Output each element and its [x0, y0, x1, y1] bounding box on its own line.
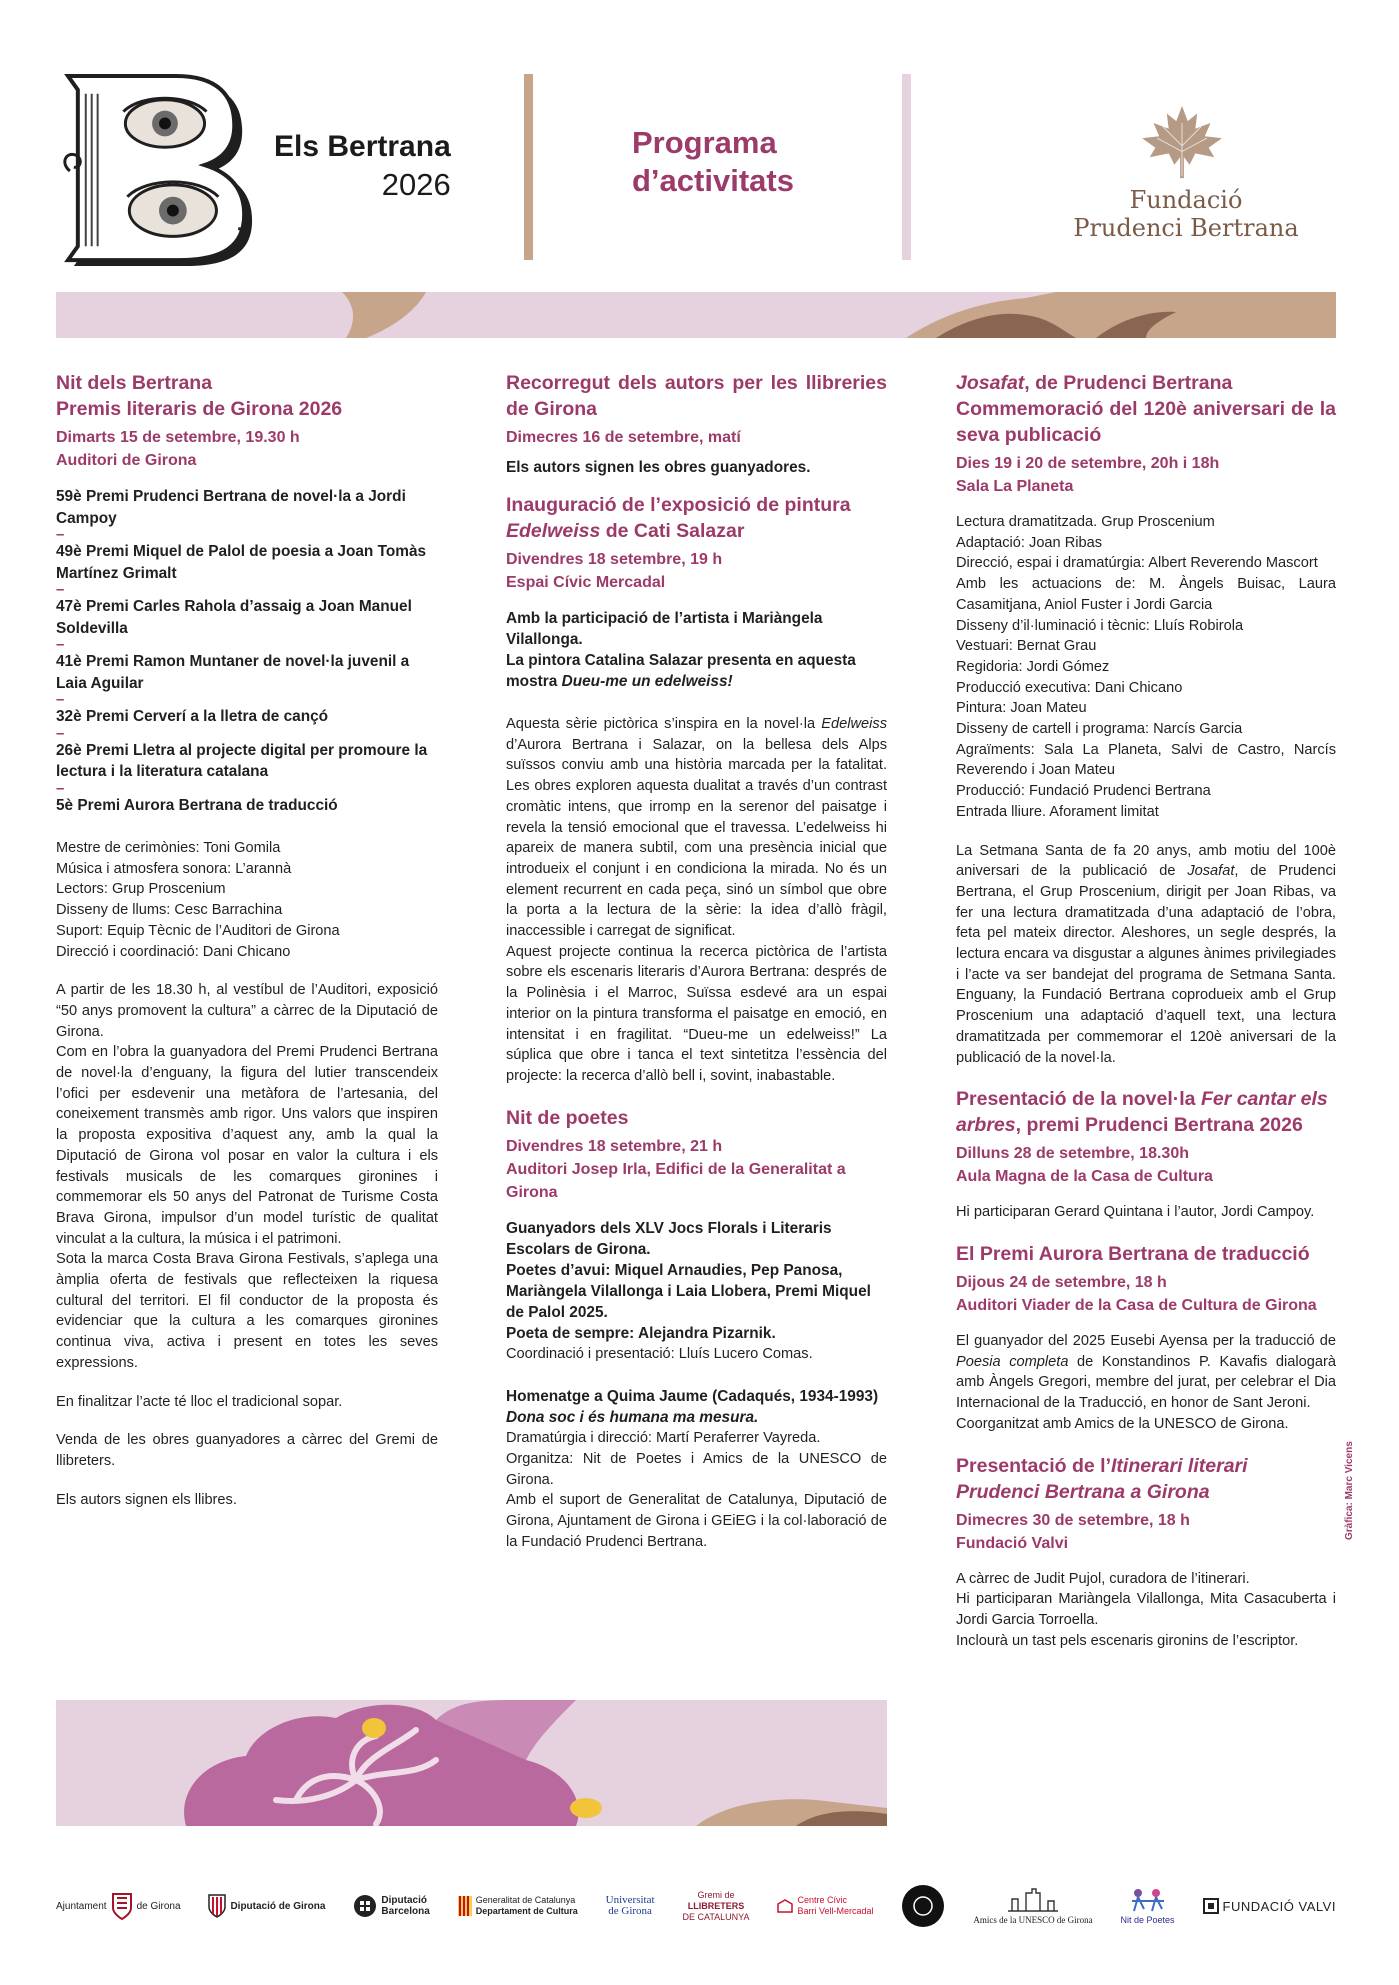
- prize-item: 49è Premi Miquel de Palol de poesia a Joan Tomàs Martínez Grimalt: [56, 543, 427, 582]
- event-date: Dies 19 i 20 de setembre, 20h i 18h: [956, 455, 1220, 472]
- prize-item: 26è Premi Lletra al projecte digital per promoure la lectura i la literatura catalana: [56, 741, 428, 780]
- dash-separator: –: [56, 779, 65, 797]
- event-bold-text: Amb la participació de l’artista i Mariàngela Vilallonga.: [506, 610, 823, 648]
- title-part: de Cati Salazar: [600, 520, 745, 542]
- text-part: La Setmana Santa de fa 20 anys, amb motiu del 100è aniversari de la publicació de: [956, 842, 1336, 880]
- maple-leaf-icon: [1134, 104, 1230, 180]
- section-title: [956, 1086, 1336, 1138]
- credit-line: Suport: Equip Tècnic de l’Auditori de Girona: [56, 922, 340, 939]
- section-subtitle: Premis literaris de Girona 2026: [56, 398, 343, 420]
- brand-line-2: 2026: [381, 167, 451, 202]
- credit-line: Vestuari: Bernat Grau: [956, 638, 1097, 655]
- event-place: Auditori Josep Irla, Edifici de la Generalitat a Girona: [506, 1160, 846, 1201]
- castle-icon: [1006, 1887, 1060, 1913]
- event-place: Auditori Viader de la Casa de Cultura de Girona: [956, 1296, 1317, 1314]
- event-text: Dramatúrgia i direcció: Martí Peraferrer Vayreda.: [506, 1430, 821, 1447]
- credit-line: Lectura dramatitzada. Grup Proscenium: [956, 514, 1215, 530]
- text-part: Homenatge a Quima Jaume (Cadaqués, 1934-1993): [506, 1388, 879, 1406]
- amics-unesco-logo: [973, 1887, 1092, 1926]
- program-line-2: d’activitats: [632, 163, 794, 198]
- paragraph: [506, 714, 887, 942]
- text-part: El guanyador del 2025 Eusebi Ayensa per la traducció de: [956, 1332, 1336, 1349]
- logo-text: Generalitat de Catalunya: [475, 1895, 576, 1905]
- els-bertrana-logo: [62, 72, 260, 270]
- program-title: [632, 124, 794, 200]
- sponsor-logos: [56, 1880, 1336, 1932]
- section-title: Recorregut dels autors per les llibreries de Girona: [506, 372, 887, 420]
- title-part: Inauguració de l’exposició de pintura: [506, 494, 851, 516]
- title-part: Presentació de l’: [956, 1454, 1111, 1477]
- text-italic: Poesia completa: [956, 1353, 1069, 1370]
- event-text: A càrrec de Judit Pujol, curadora de l’itinerari.: [956, 1570, 1250, 1587]
- section-title: Nit de poetes: [506, 1106, 629, 1129]
- logo-text: de Girona: [608, 1905, 652, 1917]
- logo-text: Universitat: [605, 1894, 655, 1906]
- prize-item: 32è Premi Cerverí a la lletra de cançó: [56, 708, 329, 725]
- nit-de-poetes-logo: [1121, 1887, 1175, 1926]
- logo-text: FUNDACIÓ VALVI: [1222, 1898, 1336, 1914]
- credit-line: Disseny de cartell i programa: Narcís Garcia: [956, 721, 1243, 738]
- logo-text: Diputació de Girona: [230, 1900, 326, 1912]
- credit-line: Amb les actuacions de: M. Àngels Buisac, Laura Casamitjana, Aniol Fuster i Jordi Garcia: [956, 576, 1336, 613]
- event-place: Auditori de Girona: [56, 452, 197, 469]
- senyera-icon: [458, 1896, 472, 1916]
- prize-item: 59è Premi Prudenci Bertrana de novel·la a Jordi Campoy: [56, 488, 406, 527]
- section-title: [956, 1453, 1336, 1505]
- brand-line-1: Els Bertrana: [274, 130, 451, 163]
- logo-text: DE CATALUNYA: [682, 1911, 750, 1922]
- event-date: Dimarts 15 de setembre, 19.30 h: [56, 429, 300, 446]
- event-bold-text: [506, 650, 887, 692]
- paragraph: Sota la marca Costa Brava Girona Festivals, s’aplega una àmplia oferta de festivals que reflecteixen la riquesa cultural del territori. El fil conductor de la proposta és evidenciar que la cultura a les comarques gironines continua viva, activa i present en totes les seves expressions.: [56, 1251, 438, 1371]
- paragraph: Venda de les obres guanyadores a càrrec del Gremi de llibreters.: [56, 1432, 438, 1469]
- text-part: , de Prudenci Bertrana, el Grup Proscenium, dirigit per Joan Ribas, va fer una lectura dramatitzada d’una adaptació de l’obra, feta pel mateix director. Aleshores, un segle després, la lectura encara va disgustar a algunes ànimes privilegiades i l’acte va ser bandejat del programa de Setmana Santa. Enguany, la Fundació Bertrana coprodueix amb el Grup Proscenium una adaptació d’aquell text, una lectura dramatitzada per commemorar el 120è aniversari de la publicació de la novel·la.: [956, 863, 1337, 1066]
- paragraph: Coorganitzat amb Amics de la UNESCO de Girona.: [956, 1415, 1289, 1432]
- prize-item: 5è Premi Aurora Bertrana de traducció: [56, 796, 338, 814]
- credit-line: Disseny de llums: Cesc Barrachina: [56, 902, 283, 919]
- event-date: Dilluns 28 de setembre, 18.30h: [956, 1145, 1189, 1163]
- udg-logo: [606, 1895, 655, 1917]
- credit-line: Direcció i coordinació: Dani Chicano: [56, 943, 291, 960]
- event-bold-text: Poeta de sempre: Alejandra Pizarnik.: [506, 1324, 776, 1342]
- text-part: La pintora Catalina Salazar presenta en aquesta mostra: [506, 652, 856, 690]
- event-place: Fundació Valvi: [956, 1534, 1069, 1552]
- event-date: Divendres 18 setembre, 19 h: [506, 551, 723, 568]
- program-line-1: Programa: [632, 125, 777, 160]
- logo-text: Centre Cívic: [797, 1895, 847, 1905]
- decorative-flower-banner: [56, 1700, 887, 1826]
- credit-line: Adaptació: Joan Ribas: [956, 534, 1103, 551]
- foundation-line-2: Prudenci Bertrana: [1073, 214, 1299, 242]
- text-italic: Dueu-me un edelweiss!: [561, 673, 733, 690]
- credit-line: Entrada lliure. Aforament limitat: [956, 803, 1159, 820]
- text-italic: Josafat: [1187, 863, 1235, 880]
- text-part: d’Aurora Bertrana i Salazar, on la bellesa dels Alps suïssos conviu amb una història marcada per la fatalitat. Les obres exploren aquesta dualitat a través d’un contrast cromàtic intens, que irromp en la serenor del paisatge i revela la tensió emocional que el travessa. L’edelweiss hi apareix de manera subtil, com una presència inicial que introdueix el conjunt i en condiciona la mirada. No és un element recurrent en cada peça, sinó un símbol que obre la porta a la lectura de la sèrie: la idea d’allò fràgil, inaccessible i carregat de significat.: [506, 736, 887, 940]
- event-text: Hi participaran Gerard Quintana i l’autor, Jordi Campoy.: [956, 1204, 1315, 1221]
- gremi-llibreters-logo: [683, 1890, 750, 1923]
- credit-line: Producció executiva: Dani Chicano: [956, 679, 1183, 696]
- event-text: Inclourà un tast pels escenaris gironins de l’escriptor.: [956, 1632, 1299, 1649]
- logo-text: Diputació: [381, 1895, 427, 1906]
- section-title: [956, 370, 1336, 396]
- diputacio-girona-logo: [208, 1894, 325, 1918]
- credit-line: Lectors: Grup Proscenium: [56, 881, 226, 898]
- prize-item: 47è Premi Carles Rahola d’assaig a Joan Manuel Soldevilla: [56, 598, 412, 637]
- title-italic: Fer cantar els arbres: [956, 1088, 1328, 1137]
- foundation-name: [1066, 186, 1306, 242]
- centre-civic-logo: [777, 1895, 873, 1917]
- column-josafat: [956, 370, 1336, 1651]
- paragraph: A partir de les 18.30 h, al vestíbul de l’Auditori, exposició “50 anys promovent la cultura” a càrrec de la Diputació de Girona.: [56, 982, 438, 1040]
- paragraph: Aquest projecte continua la recerca pictòrica de l’artista sobre els escenaris literaris d’Aurora Bertrana: després de la Polinèsia i el Marroc, Suïssa esdevé ara un espai interior on la pintura transforma el paisatge en emoció, en intensitat i en fragilitat. “Dueu-me un edelweiss!” La súplica que obre i tanca el text sintetitza l’essència del projecte: la recerca d’allò bell i, sovint, inabastable.: [506, 943, 887, 1084]
- logo-text: Ajuntament: [56, 1900, 107, 1912]
- tan-vertical-bar: [524, 74, 533, 260]
- text-part: de Konstandinos P. Kavafis dialogarà amb Àngels Gregori, membre del jurat, per celebrar el Dia Internacional de la Traducció, en honor de Sant Jeroni.: [956, 1353, 1336, 1412]
- credit-line: Direcció, espai i dramatúrgia: Albert Reverendo Mascort: [956, 555, 1318, 572]
- credit-line: Música i atmosfera sonora: L’arannà: [56, 860, 292, 877]
- section-title: Nit dels Bertrana: [56, 372, 213, 394]
- logo-text: Barri Vell-Mercadal: [797, 1906, 874, 1916]
- column-nit-dels-bertrana: [56, 370, 438, 1510]
- event-date: Dimecres 16 de setembre, matí: [506, 429, 741, 446]
- paragraph: [956, 1331, 1336, 1414]
- graphic-credit: Gràfica: Marc Vicens: [1344, 1441, 1355, 1540]
- section-title: El Premi Aurora Bertrana de traducció: [956, 1242, 1310, 1265]
- event-text: Coordinació i presentació: Lluís Lucero Comas.: [506, 1345, 813, 1362]
- brand-title: [274, 128, 451, 204]
- event-text: Els autors signen les obres guanyadores.: [506, 459, 811, 476]
- prize-item: 41è Premi Ramon Muntaner de novel·la juvenil a Laia Aguilar: [56, 653, 410, 692]
- pink-vertical-bar: [902, 74, 911, 260]
- event-date: Divendres 18 setembre, 21 h: [506, 1137, 723, 1155]
- credit-line: Producció: Fundació Prudenci Bertrana: [956, 783, 1211, 800]
- title-part: Presentació de la novel·la: [956, 1088, 1201, 1111]
- paragraph: [956, 841, 1336, 1069]
- ajuntament-girona-logo: [56, 1892, 181, 1920]
- logo-text: LLIBRETERS: [687, 1900, 745, 1911]
- logo-text: de Girona: [136, 1900, 181, 1912]
- event-date: Dijous 24 de setembre, 18 h: [956, 1273, 1167, 1291]
- event-place: Espai Cívic Mercadal: [506, 574, 666, 591]
- logo-text: Amics de la UNESCO de Girona: [973, 1914, 1093, 1925]
- square-emblem-icon: [1203, 1898, 1219, 1914]
- credit-line: Mestre de cerimònies: Toni Gomila: [56, 840, 281, 856]
- title-italic: Edelweiss: [506, 520, 601, 542]
- text-part: Aquesta sèrie pictòrica s’inspira en la novel·la: [506, 716, 822, 732]
- logo-text: Gremi de: [697, 1889, 735, 1900]
- title-italic: Josafat: [956, 372, 1025, 394]
- logo-text: Departament de Cultura: [475, 1906, 578, 1916]
- logo-text: Nit de Poetes: [1120, 1914, 1175, 1925]
- column-exposicio-poetes: [506, 370, 887, 1553]
- title-part: , premi Prudenci Bertrana 2026: [1015, 1114, 1303, 1137]
- circle-emblem-icon: [353, 1894, 377, 1918]
- event-place: Aula Magna de la Casa de Cultura: [956, 1168, 1213, 1186]
- event-bold-text: [506, 1386, 887, 1428]
- event-text: Amb el suport de Generalitat de Catalunya, Diputació de Girona, Ajuntament de Girona i GEiEG i la col·laboració de la Fundació Prudenci Bertrana.: [506, 1492, 887, 1550]
- dancing-figures-icon: [1128, 1887, 1168, 1913]
- credit-line: Regidoria: Jordi Gómez: [956, 658, 1110, 675]
- dash-separator: –: [56, 581, 65, 598]
- text-italic: Edelweiss: [821, 716, 887, 732]
- decorative-top-banner: [56, 292, 1336, 338]
- planeta-badge-icon: [901, 1884, 945, 1928]
- event-bold-text: Guanyadors dels XLV Jocs Florals i Literaris Escolars de Girona.: [506, 1219, 832, 1258]
- credit-line: Pintura: Joan Mateu: [956, 700, 1087, 717]
- dash-separator: –: [56, 636, 65, 653]
- section-subtitle: Commemoració del 120è aniversari de la seva publicació: [956, 398, 1336, 446]
- city-shield-icon: [111, 1892, 133, 1920]
- sala-la-planeta-logo: [901, 1884, 945, 1928]
- event-bold-text: Poetes d’avui: Miquel Arnaudies, Pep Panosa, Mariàngela Vilallonga i Laia Llobera, Premi Miquel de Palol 2025.: [506, 1261, 871, 1321]
- paragraph: Com en l’obra la guanyadora del Premi Prudenci Bertrana de novel·la d’enguany, la figura del lutier transcendeix l’ofici per esdevenir una metàfora de l’artesania, del coneixement transmès amb rigor. Uns valors que inspiren la proposta expositiva d’aquest any, amb la qual la Diputació de Girona vol posar en valor la cultura i els festivals musicals de les comarques gironines i commemorar els 50 anys del Patronat de Turisme Costa Brava Girona, impulsor d’un model turístic de qualitat vinculat a la cultura, la música i el patrimoni.: [56, 1044, 438, 1247]
- event-date: Dimecres 30 de setembre, 18 h: [956, 1511, 1190, 1529]
- paragraph: Els autors signen els llibres.: [56, 1491, 237, 1508]
- credit-line: Disseny d’il·luminació i tècnic: Lluís Robirola: [956, 617, 1244, 634]
- text-italic: Dona soc i és humana ma mesura.: [506, 1409, 759, 1427]
- event-place: Sala La Planeta: [956, 478, 1074, 495]
- dash-separator: –: [56, 691, 65, 708]
- dash-separator: –: [56, 526, 65, 543]
- dash-separator: –: [56, 724, 65, 742]
- title-part: , de Prudenci Bertrana: [1024, 372, 1233, 394]
- fundacio-valvi-logo: [1203, 1898, 1336, 1914]
- building-icon: [777, 1899, 793, 1913]
- paragraph: En finalitzar l’acte té lloc el tradicional sopar.: [56, 1393, 343, 1410]
- title-italic: Itinerari literari Prudenci Bertrana a Girona: [956, 1454, 1248, 1503]
- section-title: [506, 492, 887, 544]
- event-text: Hi participaran Mariàngela Vilallonga, Mita Casacuberta i Jordi Garcia Torroella.: [956, 1591, 1336, 1628]
- diputacio-barcelona-logo: [353, 1894, 429, 1918]
- event-text: Organitza: Nit de Poetes i Amics de la UNESCO de Girona.: [506, 1451, 887, 1488]
- foundation-line-1: Fundació: [1129, 186, 1243, 214]
- credit-line: Agraïments: Sala La Planeta, Salvi de Castro, Narcís Reverendo i Joan Mateu: [956, 741, 1336, 779]
- shield-icon: [208, 1894, 226, 1918]
- generalitat-logo: [458, 1895, 578, 1917]
- logo-text: Barcelona: [381, 1906, 430, 1917]
